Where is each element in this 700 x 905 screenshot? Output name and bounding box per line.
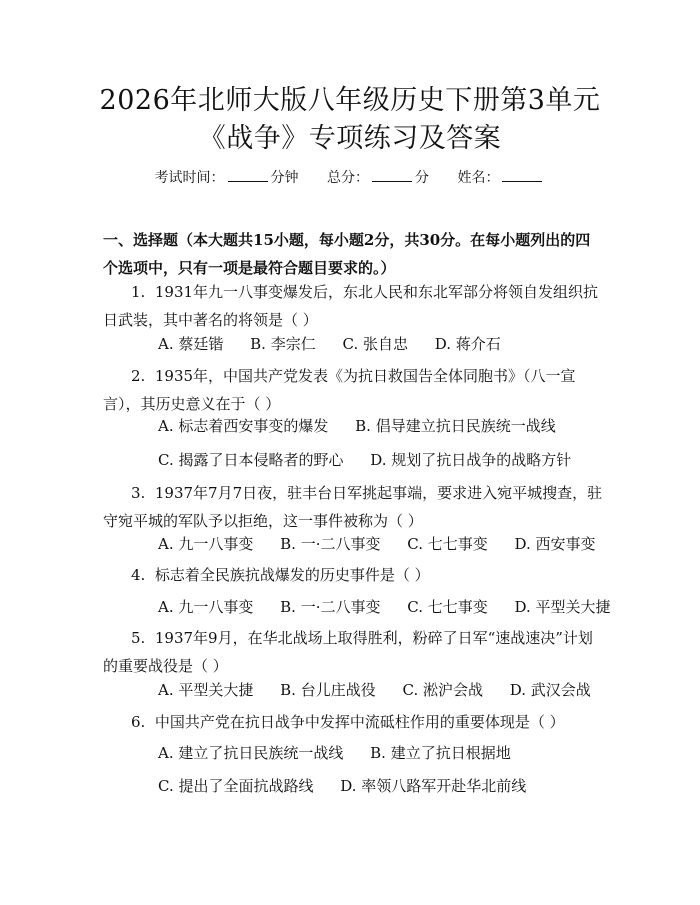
- option-a[interactable]: A. 建立了抗日民族统一战线: [158, 744, 344, 762]
- exam-time-blank: [228, 167, 268, 182]
- option-d[interactable]: D. 蒋介石: [434, 335, 501, 353]
- student-name-field: [457, 170, 545, 186]
- question-1-options: [158, 333, 618, 355]
- section-header: 一、选择题（本大题共15小题，每小题2分，共30分。在每小题列出的四个选项中，只有一项是最符合题目要求的。）: [103, 231, 591, 277]
- option-b[interactable]: B. 倡导建立抗日民族统一战线: [355, 417, 556, 435]
- option-d[interactable]: D. 规划了抗日战争的战略方针: [370, 451, 572, 469]
- question-number: 5.: [131, 629, 146, 647]
- question-3-options: [158, 533, 618, 555]
- question-5: [103, 624, 603, 680]
- question-number: 6.: [131, 713, 146, 731]
- option-a[interactable]: A. 标志着西安事变的爆发: [158, 417, 329, 435]
- question-text: 中国共产党在抗日战争中发挥中流砥柱作用的重要体现是（ ）: [154, 713, 565, 731]
- student-name-label: 姓名：: [457, 170, 500, 186]
- exam-info: [0, 167, 700, 188]
- question-5-options: [158, 679, 618, 701]
- option-d[interactable]: D. 平型关大捷: [514, 598, 611, 616]
- option-d[interactable]: D. 武汉会战: [509, 681, 591, 699]
- option-c[interactable]: C. 揭露了日本侵略者的野心: [158, 451, 344, 469]
- question-2-options-row1: [158, 415, 618, 437]
- option-c[interactable]: C. 七七事变: [407, 598, 488, 616]
- option-a[interactable]: A. 九一八事变: [158, 535, 254, 553]
- total-score-unit: 分: [415, 170, 429, 186]
- student-name-blank: [502, 167, 542, 182]
- option-b[interactable]: B. 一·二八事变: [280, 535, 381, 553]
- exam-time-field: [155, 170, 303, 186]
- question-text: 标志着全民族抗战爆发的历史事件是（ ）: [154, 566, 430, 584]
- question-4-options: [158, 596, 618, 618]
- question-6: [103, 708, 603, 736]
- total-score-label: 总分：: [327, 170, 369, 186]
- question-1: [103, 278, 603, 334]
- exam-time-label: 考试时间：: [154, 170, 225, 186]
- option-c[interactable]: C. 淞沪会战: [402, 681, 483, 699]
- option-a[interactable]: A. 平型关大捷: [158, 681, 254, 699]
- document-title-line1: 2026年北师大版八年级历史下册第3单元: [99, 85, 601, 116]
- question-number: 4.: [131, 566, 146, 584]
- document-title-line2: 《战争》专项练习及答案: [198, 123, 502, 154]
- option-c[interactable]: C. 七七事变: [407, 535, 488, 553]
- option-d[interactable]: D. 率领八路军开赴华北前线: [340, 777, 527, 795]
- question-text: 1935年，中国共产党发表《为抗日救国告全体同胞书》（八一宣言），其历史意义在于（ ）: [103, 367, 576, 413]
- question-text: 1937年7月7日夜，驻丰台日军挑起事端，要求进入宛平城搜查，驻守宛平城的军队予以拒绝，这一事件被称为（ ）: [103, 484, 603, 530]
- option-d[interactable]: D. 西安事变: [514, 535, 596, 553]
- question-3: [103, 479, 603, 535]
- question-number: 3.: [131, 484, 146, 502]
- option-a[interactable]: A. 蔡廷锴: [158, 335, 224, 353]
- option-a[interactable]: A. 九一八事变: [158, 598, 254, 616]
- option-b[interactable]: B. 建立了抗日根据地: [370, 744, 511, 762]
- question-text: 1937年9月，在华北战场上取得胜利，粉碎了日军“速战速决”计划的重要战役是（ ）: [103, 629, 593, 675]
- option-b[interactable]: B. 李宗仁: [250, 335, 316, 353]
- question-text: 1931年九一八事变爆发后，东北人民和东北军部分将领自发组织抗日武装，其中著名的将领是（ ）: [103, 283, 599, 329]
- option-b[interactable]: B. 台儿庄战役: [280, 681, 376, 699]
- question-number: 1.: [131, 283, 146, 301]
- total-score-blank: [372, 167, 412, 182]
- question-6-options-row2: [158, 775, 618, 797]
- option-c[interactable]: C. 提出了全面抗战路线: [158, 777, 314, 795]
- question-4: [103, 561, 603, 589]
- exam-time-unit: 分钟: [270, 170, 299, 186]
- question-2: [103, 362, 603, 418]
- total-score-field: [327, 170, 433, 186]
- question-number: 2.: [131, 367, 146, 385]
- option-b[interactable]: B. 一·二八事变: [280, 598, 381, 616]
- question-6-options-row1: [158, 742, 618, 764]
- option-c[interactable]: C. 张自忠: [342, 335, 408, 353]
- question-2-options-row2: [158, 449, 618, 471]
